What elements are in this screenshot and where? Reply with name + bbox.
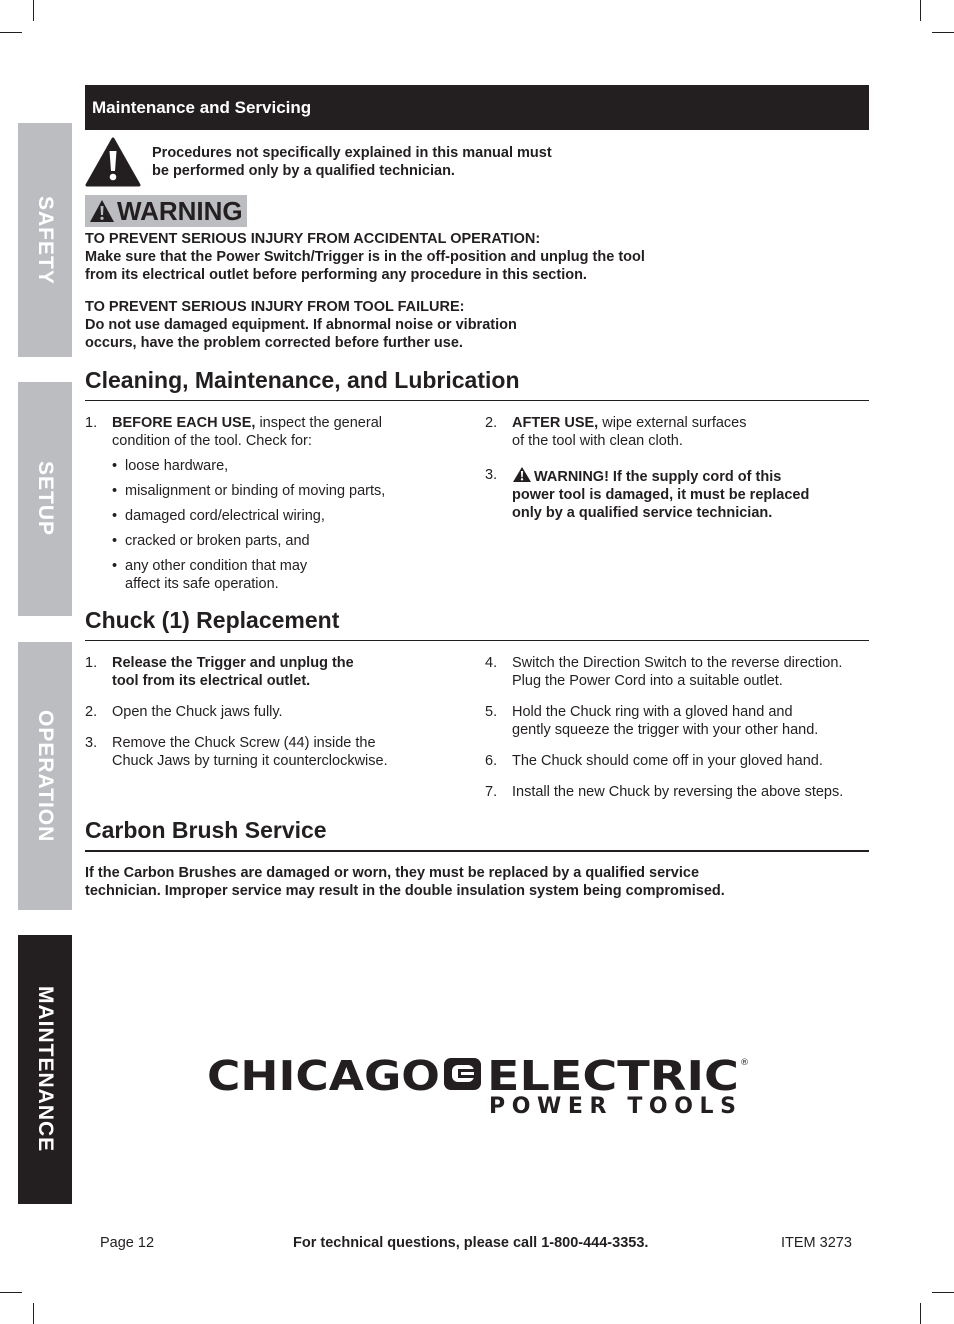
footer-page-number: Page 12 xyxy=(100,1235,155,1251)
crop-mark xyxy=(920,1303,921,1324)
warning-line: occurs, have the problem corrected before further use. xyxy=(85,335,463,351)
item-number: 1. xyxy=(85,655,98,671)
cleaning-left-column xyxy=(85,414,465,606)
tab-setup[interactable] xyxy=(18,382,72,616)
bullet-item: • any other condition that may affect its safe operation. xyxy=(112,558,308,592)
cleaning-section-title: Cleaning, Maintenance, and Lubrication xyxy=(85,367,869,401)
caution-line: be performed only by a qualified technician. xyxy=(152,163,455,179)
list-item xyxy=(485,654,869,690)
tab-maintenance[interactable] xyxy=(18,935,72,1204)
warning-failure-block xyxy=(85,298,685,352)
item-bold: BEFORE EACH USE, xyxy=(112,415,256,431)
list-item xyxy=(485,783,869,801)
logo-word-chicago: CHICAGO xyxy=(207,1052,440,1100)
tab-safety-label: SAFETY xyxy=(34,195,57,285)
footer-phone: For technical questions, please call 1-800-444-3353. xyxy=(293,1235,649,1251)
logo-registered-mark: ® xyxy=(740,1058,749,1068)
chuck-section-title: Chuck (1) Replacement xyxy=(85,607,869,641)
list-item xyxy=(85,703,465,721)
caution-line: Procedures not specifically explained in this manual must xyxy=(152,145,552,161)
warning-accidental-block xyxy=(85,230,685,284)
list-item xyxy=(485,414,869,450)
item-number: 7. xyxy=(485,784,498,800)
list-item xyxy=(485,466,869,522)
list-item xyxy=(485,703,869,739)
item-text: wipe external surfaces xyxy=(598,415,747,431)
item-number: 2. xyxy=(485,415,498,431)
item-number: 1. xyxy=(85,415,98,431)
bullet-item: • misalignment or binding of moving parts, xyxy=(112,483,386,499)
logo-word-electric: ELECTRIC xyxy=(487,1052,739,1100)
list-item xyxy=(485,752,869,770)
tab-safety[interactable] xyxy=(18,123,72,357)
item-text: condition of the tool. Check for: xyxy=(112,433,312,449)
item-number: 3. xyxy=(85,735,98,751)
bullet-item: • damaged cord/electrical wiring, xyxy=(112,508,325,524)
logo-subtitle: POWER TOOLS xyxy=(489,1094,736,1119)
tab-maintenance-label: MAINTENANCE xyxy=(34,986,57,1153)
inspection-bullet-list xyxy=(112,457,465,593)
section-header-title: Maintenance and Servicing xyxy=(92,98,312,117)
warning-heading: TO PREVENT SERIOUS INJURY FROM ACCIDENTAL OPERATION: xyxy=(85,231,541,247)
item-text: gently squeeze the trigger with your other hand. xyxy=(512,722,819,738)
item-text: Hold the Chuck ring with a gloved hand and xyxy=(512,704,793,720)
cleaning-right-column xyxy=(485,414,869,535)
item-text: The Chuck should come off in your gloved hand. xyxy=(512,753,823,769)
item-text: WARNING! If the supply cord of this xyxy=(534,469,782,485)
warning-line: Make sure that the Power Switch/Trigger is in the off-position and unplug the tool xyxy=(85,249,645,265)
item-bold: AFTER USE, xyxy=(512,415,599,431)
item-number: 3. xyxy=(485,467,498,483)
tab-operation[interactable] xyxy=(18,642,72,910)
item-number: 6. xyxy=(485,753,498,769)
chicago-electric-logo xyxy=(207,1052,752,1122)
crop-mark xyxy=(932,1292,954,1293)
section-header-bar xyxy=(85,85,869,130)
warning-line: from its electrical outlet before performing any procedure in this section. xyxy=(85,267,587,283)
item-text: inspect the general xyxy=(255,415,382,431)
carbon-brush-text xyxy=(85,864,785,900)
warning-triangle-icon xyxy=(89,199,115,223)
warning-line: Do not use damaged equipment. If abnormal noise or vibration xyxy=(85,317,517,333)
warning-triangle-icon xyxy=(512,466,532,483)
crop-mark xyxy=(932,32,954,33)
caution-exclamation-icon xyxy=(85,137,141,187)
crop-mark xyxy=(33,1303,34,1324)
tab-setup-label: SETUP xyxy=(34,461,57,537)
bullet-item: • cracked or broken parts, and xyxy=(112,533,310,549)
footer-item-number: ITEM 3273 xyxy=(781,1235,852,1251)
item-number: 5. xyxy=(485,704,498,720)
bullet-continuation: affect its safe operation. xyxy=(125,576,279,592)
list-item xyxy=(85,654,465,690)
warning-heading: TO PREVENT SERIOUS INJURY FROM TOOL FAILURE: xyxy=(85,299,465,315)
list-item xyxy=(85,734,465,770)
item-text: Chuck Jaws by turning it counterclockwise. xyxy=(112,753,388,769)
logo-ce-badge-icon xyxy=(444,1058,481,1090)
carbon-section-title: Carbon Brush Service xyxy=(85,817,869,852)
item-number: 2. xyxy=(85,704,98,720)
chuck-right-column xyxy=(485,654,869,814)
item-text: Install the new Chuck by reversing the above steps. xyxy=(512,784,844,800)
tab-operation-label: OPERATION xyxy=(34,709,57,843)
item-text: tool from its electrical outlet. xyxy=(112,673,311,689)
list-item xyxy=(85,414,465,593)
item-text: Remove the Chuck Screw (44) inside the xyxy=(112,735,376,751)
crop-mark xyxy=(920,0,921,21)
warning-badge xyxy=(85,195,247,227)
item-text: of the tool with clean cloth. xyxy=(512,433,683,449)
item-text: Open the Chuck jaws fully. xyxy=(112,704,283,720)
item-text: Switch the Direction Switch to the reverse direction. xyxy=(512,655,843,671)
item-text: Release the Trigger and unplug the xyxy=(112,655,354,671)
warning-label: WARNING xyxy=(117,195,243,226)
crop-mark xyxy=(0,1292,22,1293)
carbon-line: If the Carbon Brushes are damaged or worn, they must be replaced by a qualified service xyxy=(85,865,700,881)
item-number: 4. xyxy=(485,655,498,671)
bullet-item: • loose hardware, xyxy=(112,458,229,474)
item-text: only by a qualified service technician. xyxy=(512,505,773,521)
caution-text xyxy=(152,144,602,180)
crop-mark xyxy=(33,0,34,21)
chuck-left-column xyxy=(85,654,465,783)
item-text: Plug the Power Cord into a suitable outlet. xyxy=(512,673,783,689)
item-text: power tool is damaged, it must be replaced xyxy=(512,487,810,503)
crop-mark xyxy=(0,32,22,33)
carbon-line: technician. Improper service may result in the double insulation system being compromised. xyxy=(85,883,725,899)
